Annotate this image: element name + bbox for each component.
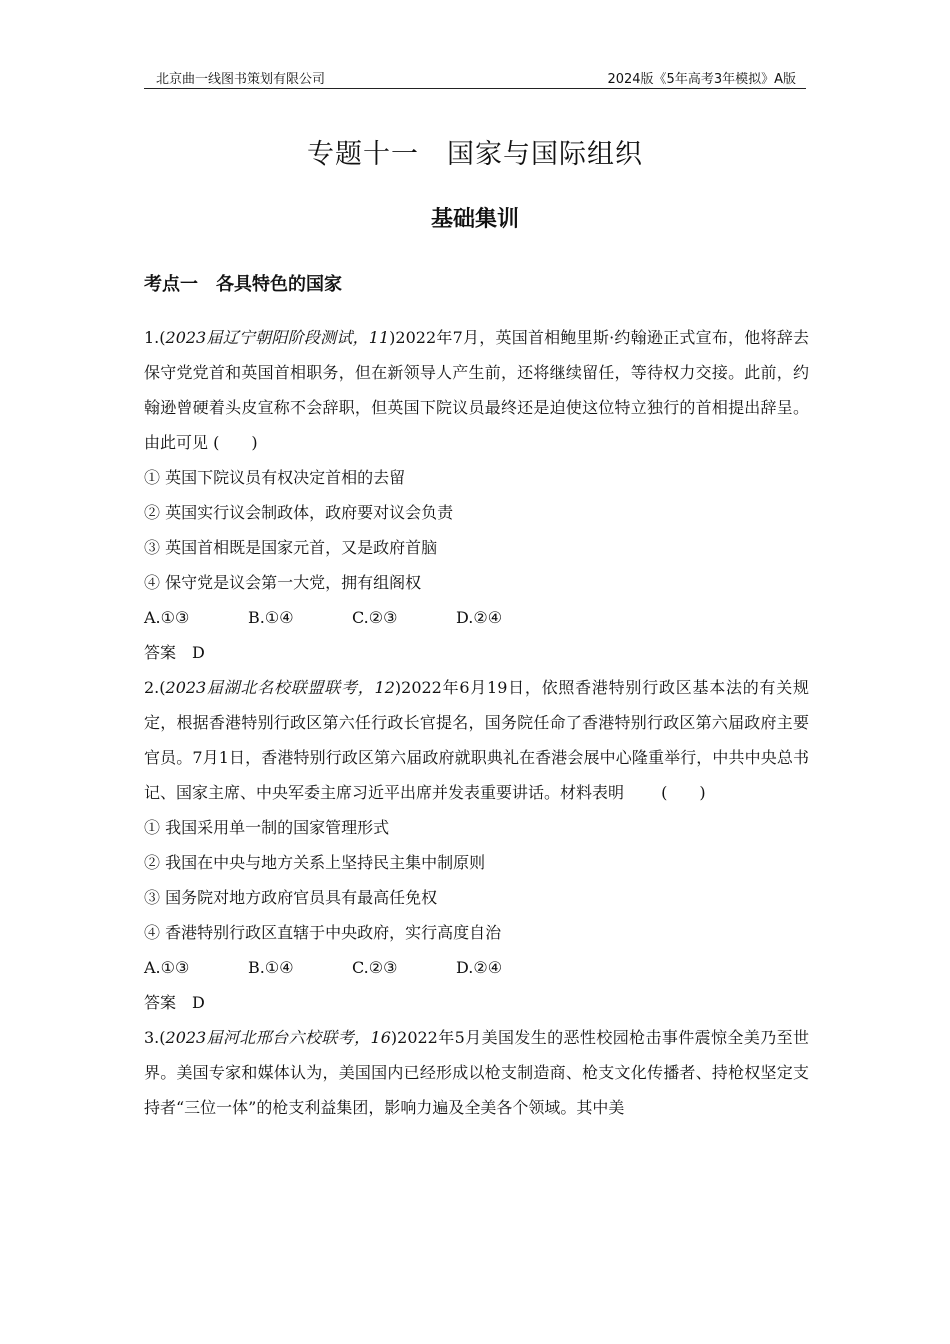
question-source: 2023届湖北名校联盟联考，12 <box>165 678 395 697</box>
choice-d: D.②④ <box>456 958 503 977</box>
question-number: 2.( <box>144 678 166 697</box>
option-1: ① 英国下院议员有权决定首相的去留 <box>144 468 406 487</box>
question-3 <box>144 1020 809 1125</box>
choice-d: D.②④ <box>456 608 503 627</box>
choice-a: A.①③ <box>144 608 190 627</box>
question-source: 2023届辽宁朝阳阶段测试，11 <box>165 328 390 347</box>
edition-label: 2024版《5年高考3年模拟》A版 <box>607 72 796 87</box>
question-body: )2022年6月19日，依照香港特别行政区基本法的有关规定，根据香港特别行政区第六任行政长官提名，国务院任命了香港特别行政区第六届政府主要官员。7月1日，香港特别行政区第六届政府就职典礼在香港会展中心隆重举行，中共中央总书记、国家主席、中央军委主席习近平出席并发表重要讲话。材料表明 ( ) <box>144 678 809 802</box>
question-stem <box>144 670 809 810</box>
option-4: ④ 香港特别行政区直辖于中央政府，实行高度自治 <box>144 923 502 942</box>
choice-c: C.②③ <box>352 958 398 977</box>
question-source: 2023届河北邢台六校联考，16 <box>165 1028 391 1047</box>
page-subtitle: 基础集训 <box>430 207 519 232</box>
answer-choices <box>144 950 809 985</box>
option-2: ② 英国实行议会制政体，政府要对议会负责 <box>144 503 454 522</box>
answer-line: 答案 D <box>144 993 205 1012</box>
question-2 <box>144 670 809 1020</box>
question-list <box>144 320 809 1125</box>
question-1 <box>144 320 809 670</box>
publisher-name: 北京曲一线图书策划有限公司 <box>156 72 326 87</box>
question-stem <box>144 1020 809 1125</box>
question-body: )2022年7月，英国首相鲍里斯·约翰逊正式宣布，他将辞去保守党党首和英国首相职务，但在新领导人产生前，还将继续留任，等待权力交接。此前，约翰逊曾硬着头皮宣称不会辞职，但英国下院议员最终还是迫使这位特立独行的首相提出辞呈。由此可见 ( ) <box>144 328 809 452</box>
question-number: 3.( <box>144 1028 166 1047</box>
option-2: ② 我国在中央与地方关系上坚持民主集中制原则 <box>144 853 486 872</box>
question-number: 1.( <box>144 328 166 347</box>
page-header <box>144 66 806 89</box>
choice-c: C.②③ <box>352 608 398 627</box>
choice-a: A.①③ <box>144 958 190 977</box>
option-1: ① 我国采用单一制的国家管理形式 <box>144 818 390 837</box>
choice-b: B.①④ <box>248 958 294 977</box>
page-title: 专题十一 国家与国际组织 <box>307 139 643 170</box>
section-heading: 考点一 各具特色的国家 <box>144 274 342 295</box>
option-3: ③ 英国首相既是国家元首，又是政府首脑 <box>144 538 438 557</box>
choice-b: B.①④ <box>248 608 294 627</box>
option-4: ④ 保守党是议会第一大党，拥有组阁权 <box>144 573 422 592</box>
answer-choices <box>144 600 809 635</box>
answer-line: 答案 D <box>144 643 205 662</box>
question-stem <box>144 320 809 460</box>
question-body: )2022年5月美国发生的恶性校园枪击事件震惊全美乃至世界。美国专家和媒体认为，美国国内已经形成以枪支制造商、枪支文化传播者、持枪权坚定支持者“三位一体”的枪支利益集团，影响力遍及全美各个领域。其中美 <box>144 1028 809 1117</box>
option-3: ③ 国务院对地方政府官员具有最高任免权 <box>144 888 438 907</box>
